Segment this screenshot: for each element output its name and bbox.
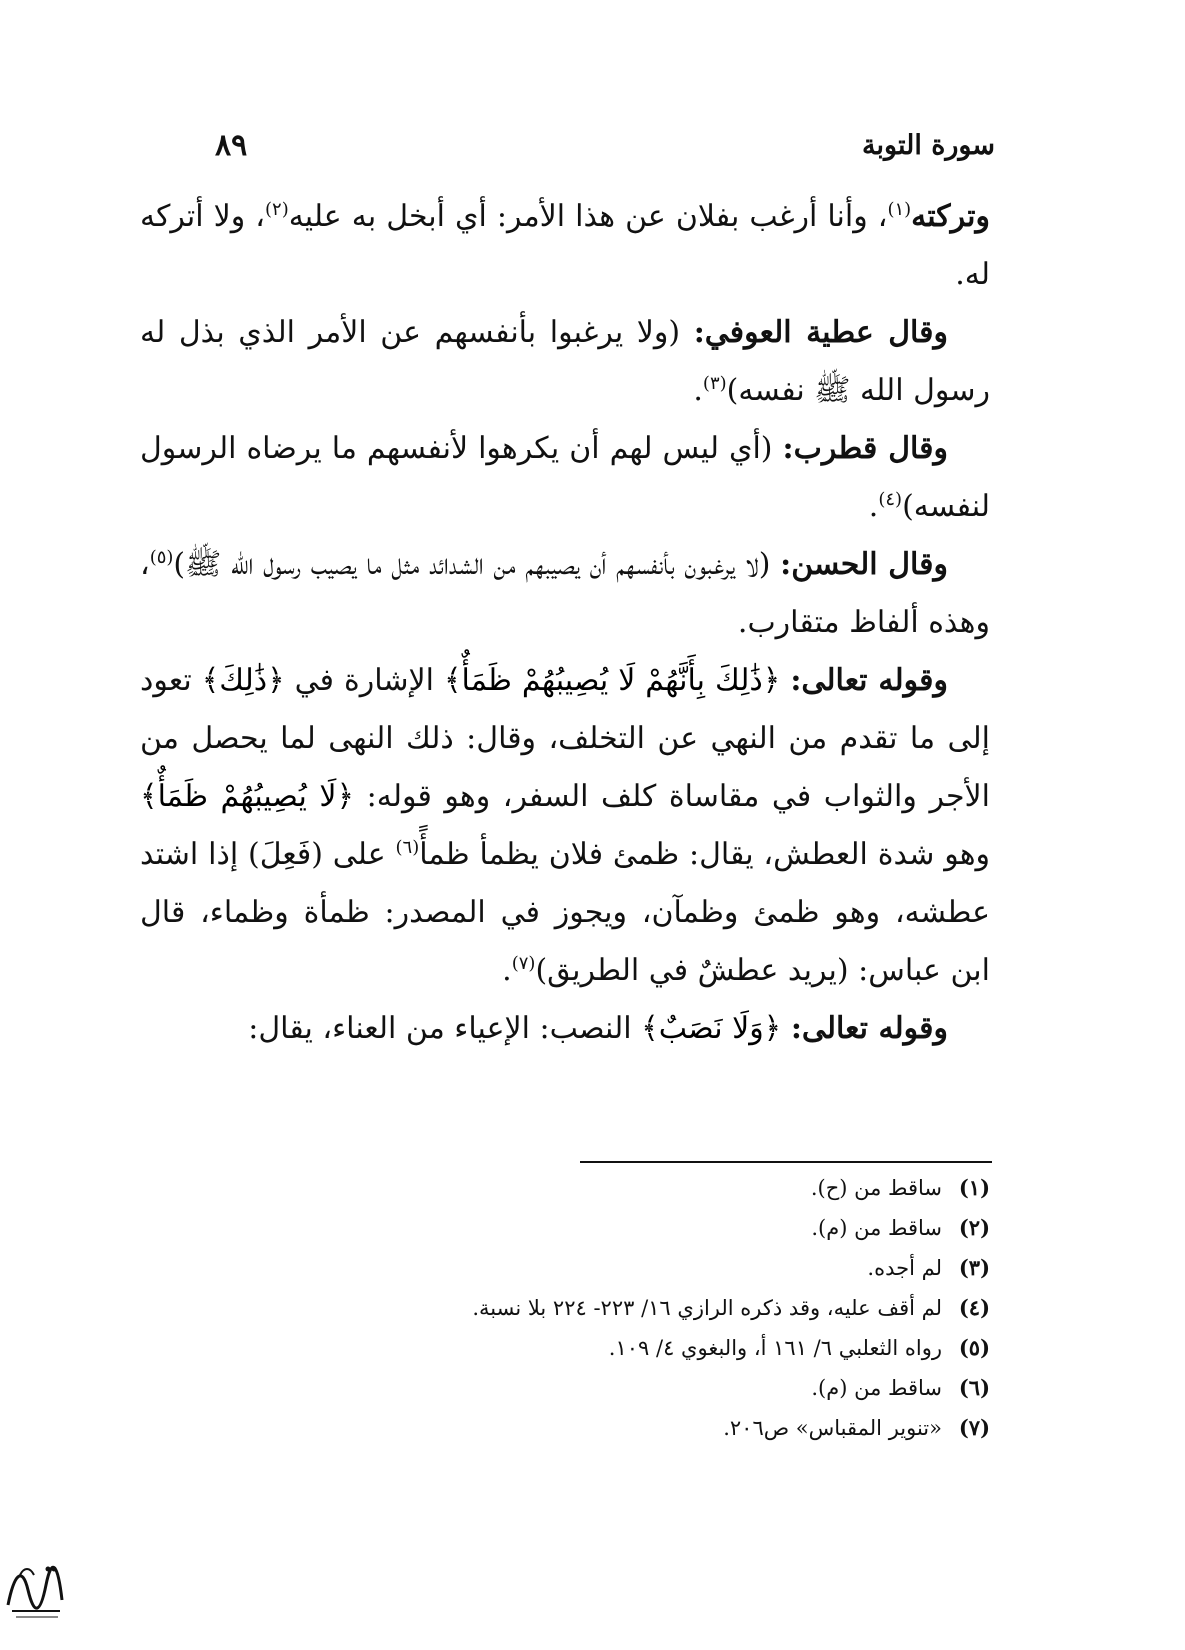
speaker: وقوله تعالى: xyxy=(790,663,948,698)
text-run: . xyxy=(502,953,512,988)
footnote-item xyxy=(240,1208,990,1248)
footnote-text: لم أقف عليه، وقد ذكره الرازي ١٦/ ٢٢٣- ٢٢٤ بلا نسبة. xyxy=(472,1296,942,1320)
footnote-ref-2: (٢) xyxy=(264,199,289,220)
footnote-item xyxy=(240,1408,990,1448)
footnote-text: «تنوير المقباس» ص٢٠٦. xyxy=(723,1416,942,1440)
text-run: وتركته xyxy=(911,199,990,234)
text-run: الإشارة في xyxy=(294,663,434,698)
paragraph-2 xyxy=(140,304,990,420)
text-run: على (فَعِلَ) إذا اشتد عطشه، وهو ظمئ وظمآن، ويجوز في المصدر: ظمأة وظماء، قال ابن عباس: (يريد عطشٌ في الطريق) xyxy=(140,837,990,988)
footnote-divider xyxy=(580,1161,992,1163)
footnote-text: ساقط من (ح). xyxy=(810,1176,942,1200)
footnote-text: رواه الثعلبي ٦/ ١٦١ أ، والبغوي ٤/ ١٠٩. xyxy=(608,1336,942,1360)
footnote-number: (٦) xyxy=(958,1375,990,1400)
footnote-item xyxy=(240,1288,990,1328)
footnote-item xyxy=(240,1328,990,1368)
text-run: ، وأنا أرغب بفلان عن هذا الأمر: أي أبخل به عليه xyxy=(288,199,888,234)
footnote-number: (٣) xyxy=(958,1255,990,1280)
speaker: وقوله تعالى: xyxy=(790,1011,948,1046)
paragraph-3 xyxy=(140,420,990,536)
quote: (أي ليس لهم أن يكرهوا لأنفسهم ما يرضاه الرسول لنفسه) xyxy=(140,431,990,524)
paragraph-6 xyxy=(140,1000,990,1058)
quran-verse: ﴿ذَٰلِكَ بِأَنَّهُمْ لَا يُصِيبُهُمْ ظَمَأٌ﴾ xyxy=(443,663,781,698)
quote: (لا يرغبون بأنفسهم أن يصيبهم من الشدائد مثل ما يصيب رسول الله ﷺ) xyxy=(173,547,771,582)
footnote-item xyxy=(240,1248,990,1288)
paragraph-1 xyxy=(140,188,990,304)
footnote-text: ساقط من (م). xyxy=(811,1216,942,1240)
footnote-number: (٥) xyxy=(958,1335,990,1360)
footnote-text: ساقط من (م). xyxy=(811,1376,942,1400)
footnote-ref-5: (٥) xyxy=(149,547,174,568)
text-run: وهو شدة العطش، يقال: ظمئ فلان يظمأ ظمأً xyxy=(419,837,990,872)
speaker: وقال قطرب: xyxy=(782,431,948,466)
quran-verse: ﴿لَا يُصِيبُهُمْ ظَمَأٌ﴾ xyxy=(140,779,355,814)
speaker: وقال الحسن: xyxy=(780,547,948,582)
footnote-item xyxy=(240,1368,990,1408)
footnote-number: (٧) xyxy=(958,1415,990,1440)
text-run: النصب: الإعياء من العناء، يقال: xyxy=(248,1011,632,1046)
footnote-ref-6: (٦) xyxy=(395,837,420,858)
footnotes-list xyxy=(240,1168,990,1448)
speaker: وقال عطية العوفي: xyxy=(693,315,948,350)
footnote-number: (٢) xyxy=(958,1215,990,1240)
text-run: تعود إلى ما تقدم من النهي عن التخلف، وقال: ذلك النهى لما يحصل من الأجر والثواب في مقاساة كلف السفر، وهو قوله: xyxy=(140,663,990,814)
paragraph-5 xyxy=(140,652,990,1000)
text-run: . xyxy=(868,489,879,524)
text-run: ، ولا أتركه له. xyxy=(140,199,990,292)
quran-verse: ﴿وَلَا نَصَبٌ﴾ xyxy=(641,1011,782,1046)
footnote-item xyxy=(240,1168,990,1208)
footnote-number: (١) xyxy=(958,1175,990,1200)
footnote-ref-4: (٤) xyxy=(878,489,903,510)
paragraph-4 xyxy=(140,536,990,652)
footnote-text: لم أجده. xyxy=(867,1256,942,1280)
footnote-ref-3: (٣) xyxy=(702,373,727,394)
quote: (ولا يرغبوا بأنفسهم عن الأمر الذي بذل له رسول الله ﷺ نفسه) xyxy=(140,315,990,408)
page-number: ٨٩ xyxy=(215,127,248,163)
page-header xyxy=(215,120,995,170)
footnote-ref-1: (١) xyxy=(887,199,912,220)
text-run: ، وهذه ألفاظ متقارب. xyxy=(140,547,990,640)
quran-verse: ﴿ذَٰلِكَ﴾ xyxy=(201,663,285,698)
main-text xyxy=(140,188,990,1058)
text-run: . xyxy=(693,373,703,408)
surah-title: سورة التوبة xyxy=(862,129,995,161)
footnote-ref-7: (٧) xyxy=(511,953,536,974)
footnote-number: (٤) xyxy=(958,1295,990,1320)
calligraphy-logo-icon xyxy=(0,1545,70,1625)
